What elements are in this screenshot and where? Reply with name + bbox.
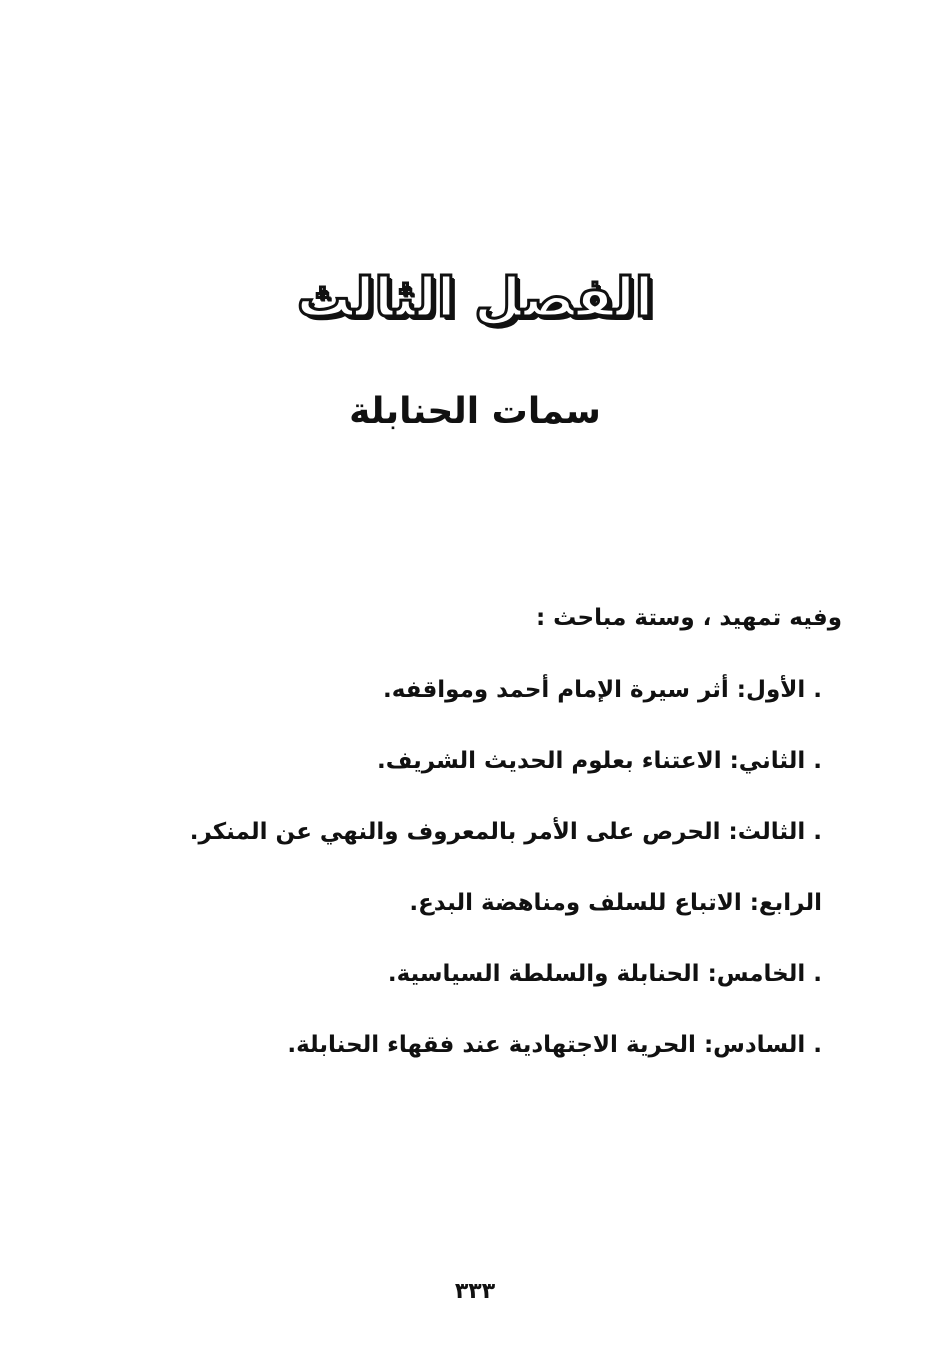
topic-item: . الثالث: الحرص على الأمر بالمعروف والنهي عن المنكر.: [189, 819, 822, 845]
topic-item: . الخامس: الحنابلة والسلطة السياسية.: [387, 961, 822, 987]
chapter-subtitle: سمات الحنابلة: [349, 391, 601, 432]
page-number: ٣٣٣: [454, 1279, 496, 1304]
topic-item: . السادس: الحرية الاجتهادية عند فقهاء الحنابلة.: [287, 1032, 822, 1058]
topic-item: . الأول: أثر سيرة الإمام أحمد ومواقفه.: [382, 677, 822, 703]
topic-item: الرابع: الاتباع للسلف ومناهضة البدع.: [409, 890, 822, 916]
intro-text: وفيه تمهيد ، وستة مباحث :: [535, 605, 842, 631]
topics-list: [190, 668, 822, 1094]
chapter-title: الفصل الثالث: [296, 266, 654, 329]
topic-item: . الثاني: الاعتناء بعلوم الحديث الشريف.: [377, 748, 822, 774]
